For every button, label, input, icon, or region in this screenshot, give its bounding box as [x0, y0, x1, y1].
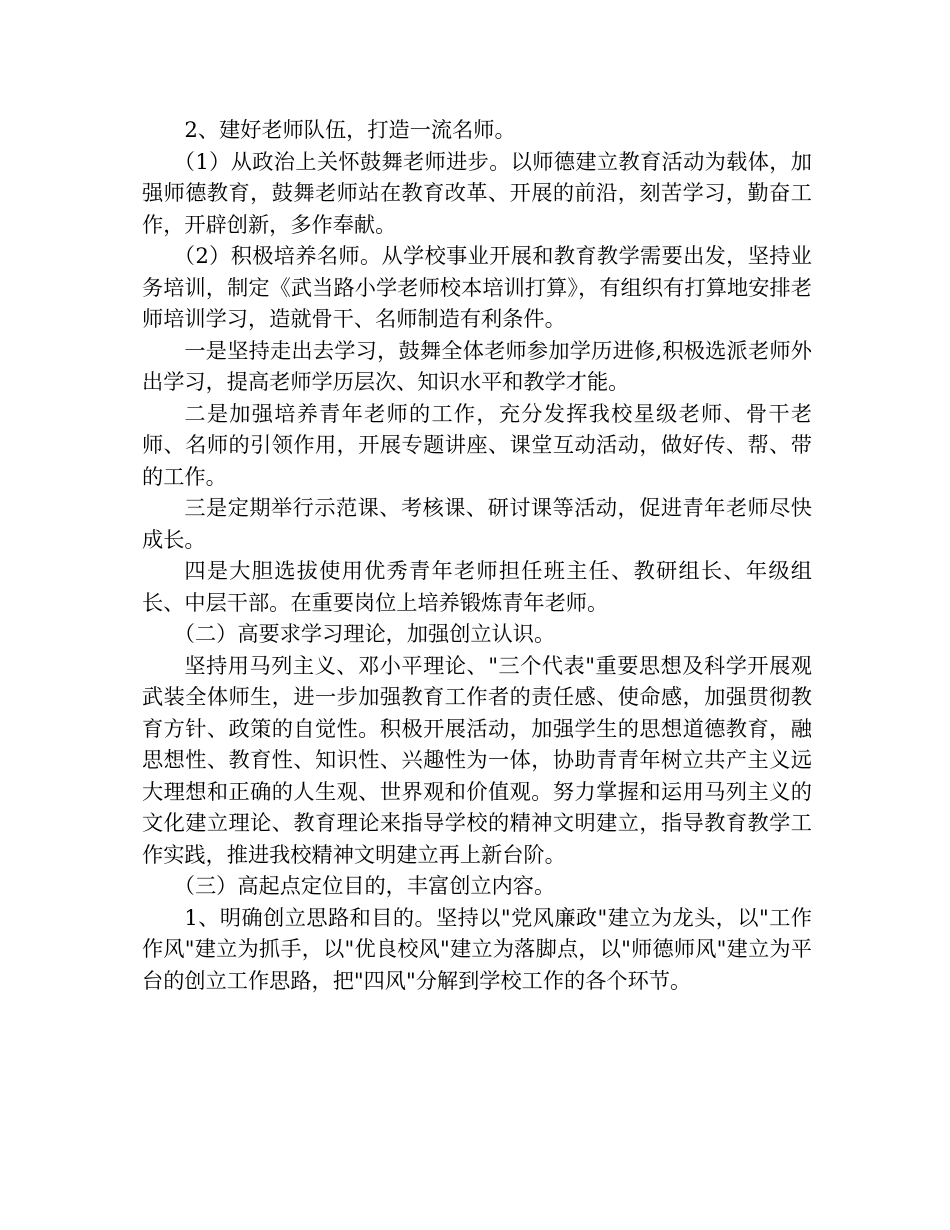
- paragraph-point-two: 二是加强培养青年老师的工作，充分发挥我校星级老师、骨干老师、名师的引领作用，开展专题讲座、课堂互动活动，做好传、帮、带的工作。: [142, 400, 812, 489]
- paragraph-political-care: （1）从政治上关怀鼓舞老师进步。以师德建立教育活动为载体，加强师德教育，鼓舞老师站在教育改革、开展的前沿，刻苦学习，勤奋工作，开辟创新，多作奉献。: [142, 148, 812, 237]
- paragraph-heading-theory: （二）高要求学习理论，加强创立认识。: [173, 621, 556, 646]
- paragraph-goals-body: 1、明确创立思路和目的。坚持以"党风廉政"建立为龙头，以"工作作风"建立为抓手，以"优良校风"建立为落脚点，以"师德师风"建立为平台的创立工作思路，把"四风"分解到学校工作的各个环节。: [142, 904, 812, 993]
- paragraph-theory-body: 坚持用马列主义、邓小平理论、"三个代表"重要思想及科学开展观武装全体师生，进一步加强教育工作者的责任感、使命感，加强贯彻教育方针、政策的自觉性。积极开展活动，加强学生的思想道德教育，融思想性、教育性、知识性、兴趣性为一体，协助青青年树立共产主义远大理想和正确的人生观、世界观和价值观。努力掌握和运用马列主义的文化建立理论、教育理论来指导学校的精神文明建立，指导教育教学工作实践，推进我校精神文明建立再上新台阶。: [142, 652, 812, 867]
- document-page: [142, 114, 812, 996]
- paragraph-point-four: 四是大胆选拔使用优秀青年老师担任班主任、教研组长、年级组长、中层干部。在重要岗位上培养锻炼青年老师。: [142, 558, 812, 615]
- paragraph-point-three: 三是定期举行示范课、考核课、研讨课等活动，促进青年老师尽快成长。: [142, 495, 812, 552]
- paragraph-heading-teacher-team: 2、建好老师队伍，打造一流名师。: [184, 117, 516, 142]
- paragraph-heading-goals: （三）高起点定位目的，丰富创立内容。: [173, 873, 556, 898]
- paragraph-train-teachers: （2）积极培养名师。从学校事业开展和教育教学需要出发，坚持业务培训，制定《武当路小学老师校本培训打算》，有组织有打算地安排老师培训学习，造就骨干、名师制造有利条件。: [142, 243, 812, 331]
- paragraph-point-one: 一是坚持走出去学习，鼓舞全体老师参加学历进修,积极选派老师外出学习，提高老师学历层次、知识水平和教学才能。: [142, 337, 812, 394]
